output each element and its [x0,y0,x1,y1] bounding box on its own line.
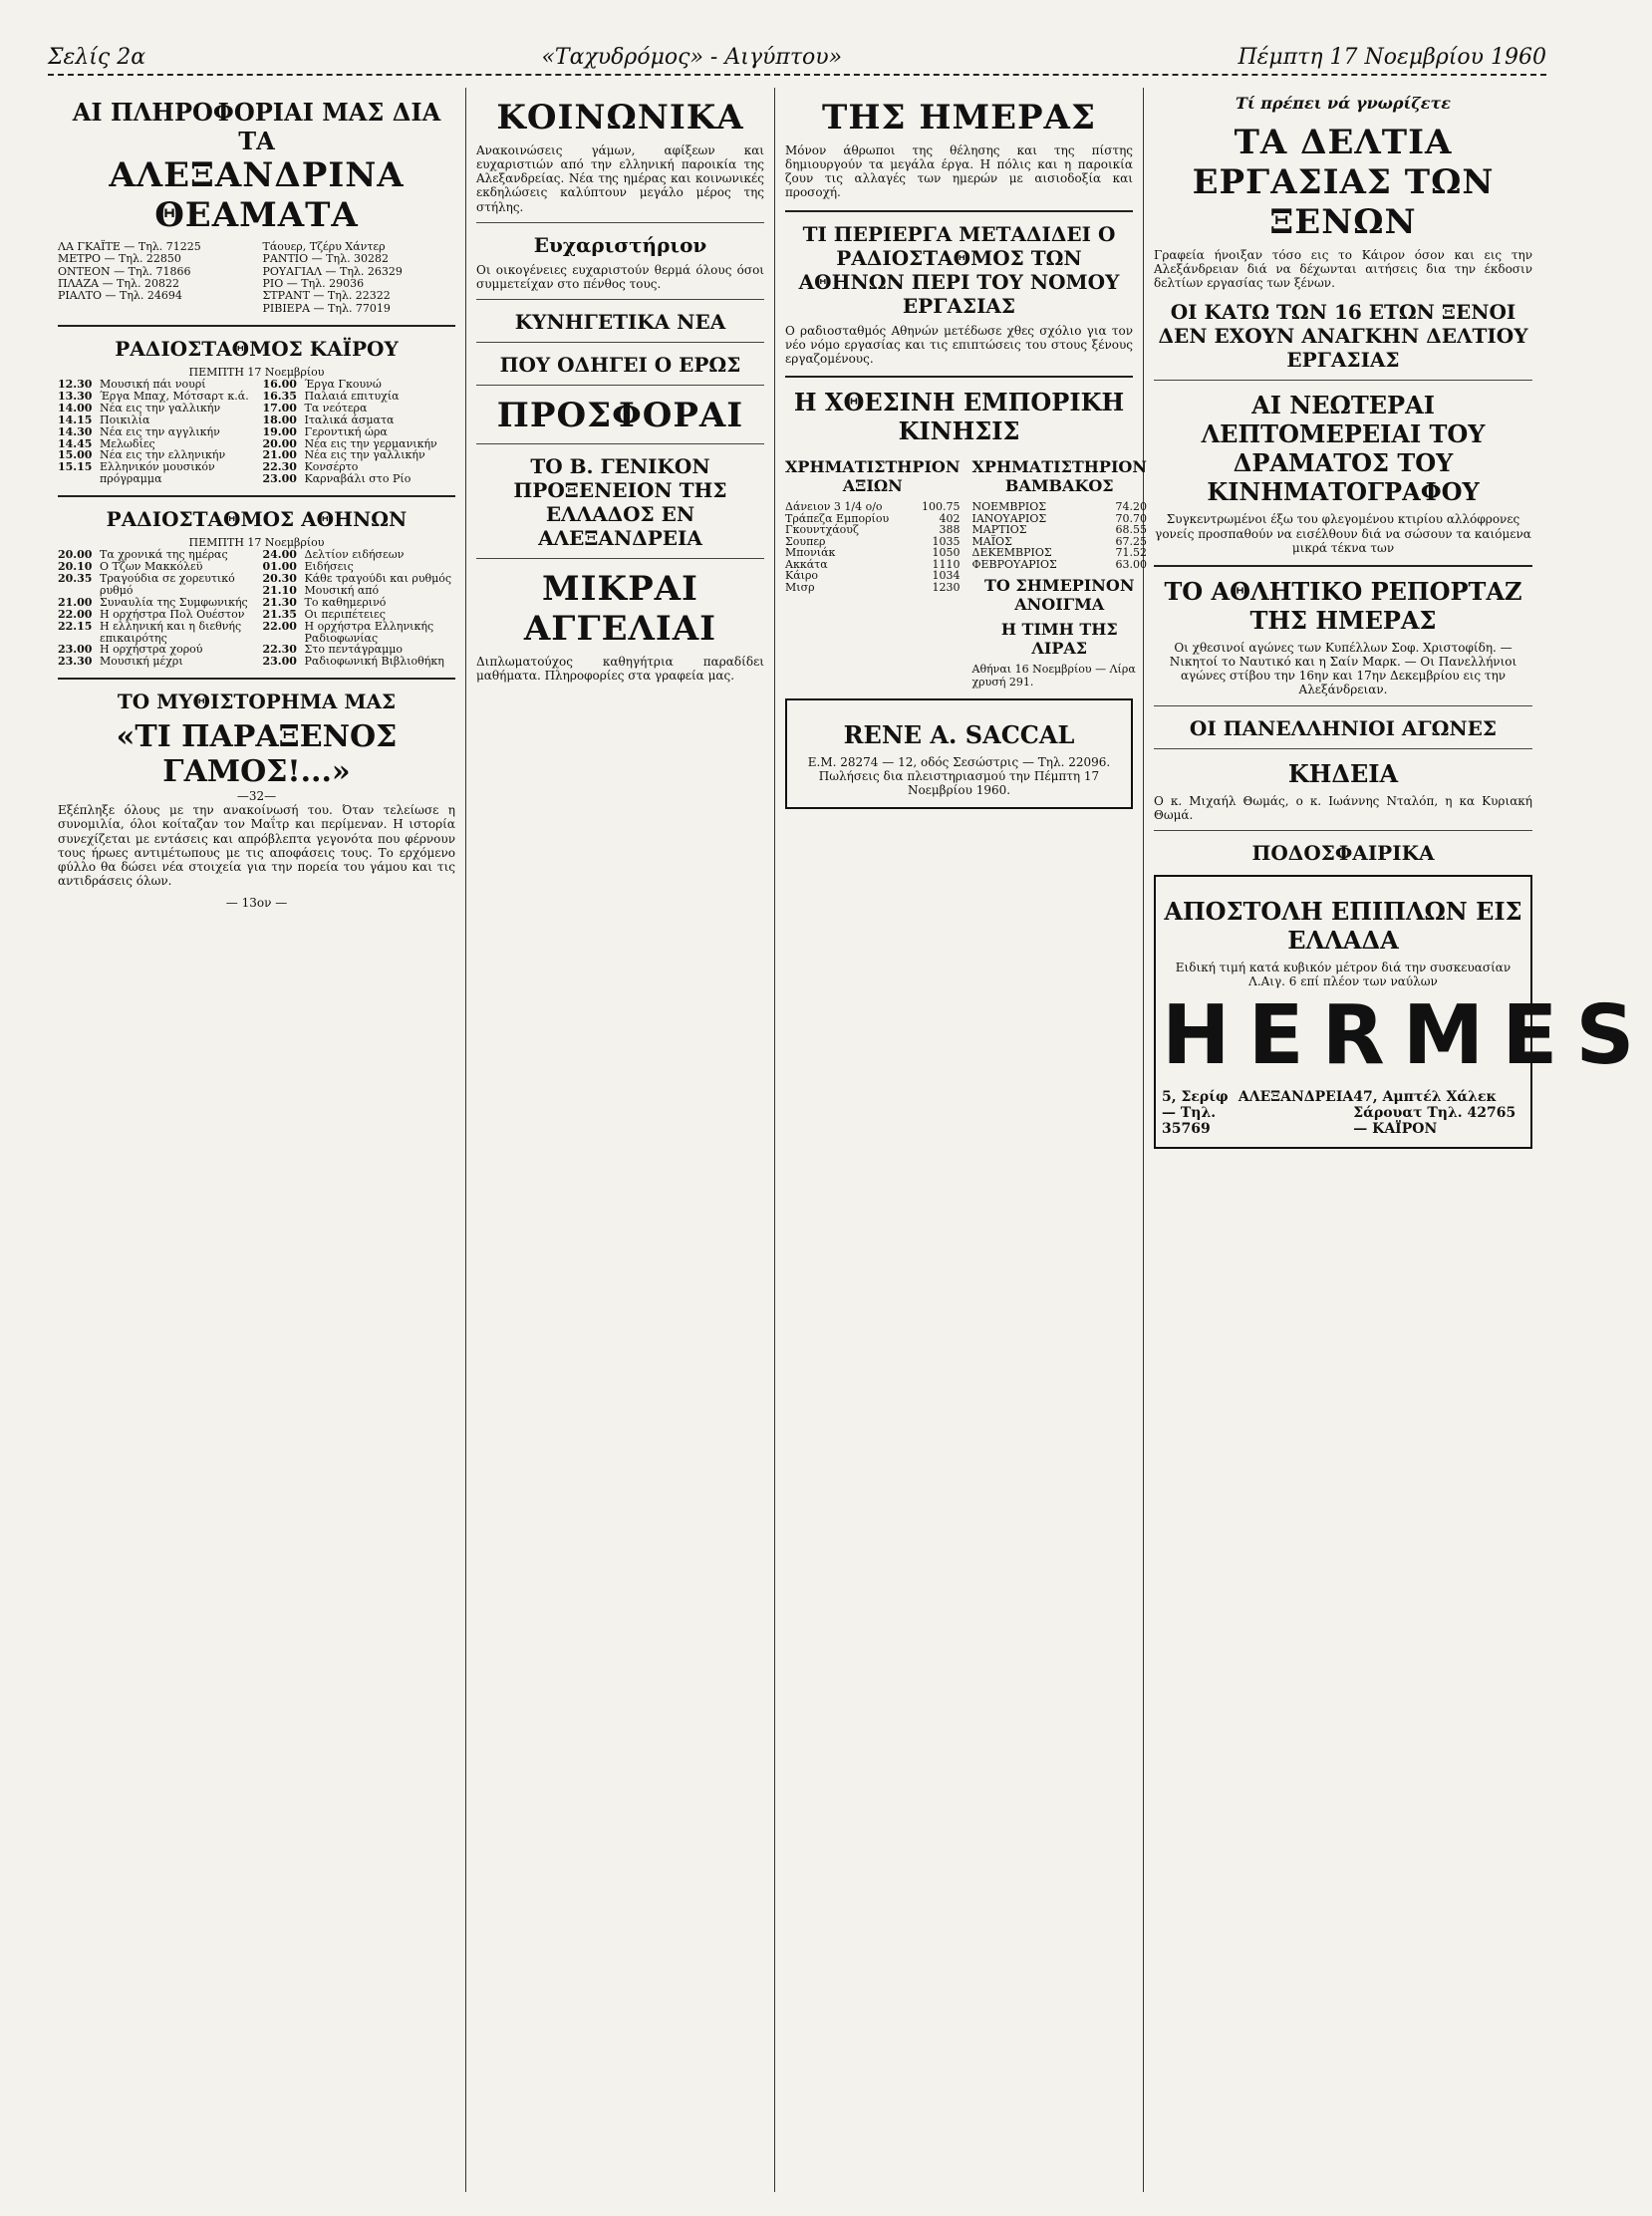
workers-text: Γραφεία ήνοιξαν τόσο εις το Κάιρον όσον και εις την Αλεξάνδρειαν διά να δέχωνται αιτήσεις δια την έκδοσιν δελτίων εργασίας των ξένων. [1154,248,1532,291]
radio-cairo-row-5: 14.30 Νέα εις την αγγλικήν [58,424,220,438]
radio-athens-row-14: 21.35 Οι περιπέτειες [262,607,386,621]
table-row: Τράπεζα Εμπορίου 402 [785,511,961,525]
story-issue: —32— [236,789,277,804]
radio-athens-row-16: 22.30 Στο πεντάγραμμο [262,643,404,657]
column-day [775,88,1147,2192]
radio-athens-row-9: 24.00 Δελτίον ειδήσεων [262,548,405,562]
cinema-subheading: Συγκεντρωμένοι έξω του φλεγομένου κτιρίου αλλόφρονες γονείς προσπαθούν να εισέλθουν διά να σώσουν τα καιόμενα μικρά τέκνα των [1155,512,1531,555]
column-entertainment [48,88,466,2192]
cinema-7: ΡΑΝΤΙΟ — Τηλ. 30282 [262,252,390,266]
cinema-9: ΡΙΟ — Τηλ. 29036 [262,276,365,290]
day-text: Μόνον άθρωποι της θέλησης και της πίστης δημιουργούν τα μεγάλα έργα. Η πόλις και η παροικία ζουν τις αλλαγές των ημερών με αισιοδοξία και προσοχή. [785,143,1133,200]
cinema-5: ΡΙΑΛΤΟ — Τηλ. 24694 [58,289,182,303]
radio-cairo-row-9: 16.00 Έργα Γκουνώ [262,378,382,392]
cinema-4: ΠΛΑΖΑ — Τηλ. 20822 [58,276,179,290]
radio-athens-row-4: 21.00 Συναυλία της Συμφωνικής [58,595,248,609]
radio-cairo-row-3: 14.00 Νέα εις την γαλλικήν [58,401,221,415]
radio-athens-row-13: 21.30 Το καθημερινό [262,595,387,609]
football-heading: ΠΟΔΟΣΦΑΙΡΙΚΑ [1251,840,1435,865]
offers-heading: ΠΡΟΣΦΟΡΑΙ [496,396,744,436]
hermes-address-left: 5, Σερίφ — Τηλ. 35769 [1162,1089,1229,1138]
hunting-heading: ΚΥΝΗΓΕΤΙΚΑ ΝΕΑ [514,310,726,335]
hermes-city: ΑΛΕΞΑΝΔΡΕΙΑ [1238,1089,1354,1106]
under16-heading: ΟΙ ΚΑΤΩ ΤΩΝ 16 ΕΤΩΝ ΞΕΝΟΙ ΔΕΝ ΕΧΟΥΝ ΑΝΑΓΚΗΝ ΔΕΛΤΙΟΥ ΕΡΓΑΣΙΑΣ [1158,300,1528,373]
thanks-text: Οι οικογένειες ευχαριστούν θερμά όλους όσοι συμμετείχαν στο πένθος τους. [476,262,764,291]
radio-cairo-row-8: 15.15 Ελληνικόν μουσικόν πρόγραμμα [58,460,215,486]
pound-heading: Η ΤΙΜΗ ΤΗΣ ΛΙΡΑΣ [1000,620,1118,659]
cinema-11: ΡΙΒΙΕΡΑ — Τηλ. 77019 [262,301,391,315]
table-row: ΔΕΚΕΜΒΡΙΟΣ 71.52 [971,546,1147,560]
know-heading: Τί πρέπει νά γνωρίζετε [1235,94,1451,113]
radio-athens-row-8: 23.30 Μουσική μέχρι [58,655,183,669]
story-end: — 13ον — [225,896,288,911]
radio-athens-row-6: 22.15 Η ελληνική και η διεθνής επικαιρότης [58,619,242,645]
radio-athens-row-10: 01.00 Ειδήσεις [262,560,354,574]
radio-cairo-row-14: 20.00 Νέα εις την γερμανικήν [262,436,437,450]
table-row: ΝΟΕΜΒΡΙΟΣ 74.20 [971,500,1147,514]
newspaper-page [48,88,1652,2192]
table-row: ΜΑΡΤΙΟΣ 68.55 [971,523,1147,537]
saccal-text: Ε.Μ. 28274 — 12, οδός Σεσώστρις — Τηλ. 22096. Πωλήσεις δια πλειστηριασμού την Πέμπτη 17 Νοεμβρίου 1960. [807,755,1111,798]
thanks-heading: Ευχαριστήριον [533,232,707,257]
social-text: Ανακοινώσεις γάμων, αφίξεων και ευχαριστιών από την ελληνική παροικία της Αλεξανδρείας. Νέα της ημέρας και κοινωνικές εκδηλώσεις καλύπτουν μεγάλο μέρος της στήλης. [476,143,764,214]
radio-cairo-row-4: 14.15 Ποικιλία [58,413,150,426]
cotton-table [972,501,1148,570]
saccal-ad [785,698,1133,809]
radio-athens-special-text: Ο ραδιοσταθμός Αθηνών μετέδωσε χθες σχόλιο για τον νέο νόμο εργασίας και τις επιπτώσεις του στους ξένους εργαζομένους. [785,323,1133,366]
small-ads-text: Διπλωματούχος καθηγήτρια παραδίδει μαθήματα. Πληροφορίες στα γραφεία μας. [476,655,764,684]
story-title: «ΤΙ ΠΑΡΑΞΕΝΟΣ ΓΑΜΟΣ!...» [116,719,398,790]
pound-text: Αθήναι 16 Νοεμβρίου — Λίρα χρυσή 291. [971,663,1136,689]
page-number: Σελίς 2α [48,44,146,70]
consulate-heading: ΤΟ Β. ΓΕΝΙΚΟΝ ΠΡΟΞΕΝΕΙΟΝ ΤΗΣ ΕΛΛΑΔΟΣ ΕΝ ΑΛΕΞΑΝΔΡΕΙΑ [513,454,727,551]
table-row: Μισρ 1230 [785,580,961,594]
story-text: Εξέπληξε όλους με την ανακοίνωσή του. Όταν τελείωσε η συνομιλία, όλοι κοίταζαν τον Μαΐτρ και περίμεναν. Η ιστορία συνεχίζεται με εντάσεις και απρόβλεπτα γεγονότα που φέρνουν τους ήρωες αντιμέτωπους με τις αποφάσεις τους. Το ερχόμενο φύλλο θα δώσει νέα στοιχεία για την πορεία του γάμου και τις αντιδράσεις όλων. [58,803,455,889]
issue-date: Πέμπτη 17 Νοεμβρίου 1960 [1238,44,1546,70]
radio-cairo-row-15: 21.00 Νέα εις την γαλλικήν [262,448,425,462]
table-row: Ακκάτα 1110 [785,557,961,571]
social-heading: ΚΟΙΝΩΝΙΚΑ [496,98,744,138]
shipping-text: Ειδική τιμή κατά κυβικόν μέτρον διά την συσκευασίαν Λ.Αιγ. 6 επί πλέον των ναύλων [1175,960,1512,989]
column-social [466,88,775,2192]
funeral-heading: ΚΗΔΕΙΑ [1287,758,1399,788]
panhellenic-heading: ΟΙ ΠΑΝΕΛΛΗΝΙΟΙ ΑΓΩΝΕΣ [1189,715,1498,740]
table-row: Γκουντχάουζ 388 [785,523,961,537]
cinema-10: ΣΤΡΑΝΤ — Τηλ. 22322 [262,289,391,303]
workers-heading: ΤΑ ΔΕΛΤΙΑ ΕΡΓΑΣΙΑΣ ΤΩΝ ΞΕΝΩΝ [1192,123,1495,242]
commerce-heading: Η ΧΘΕΣΙΝΗ ΕΜΠΟΡΙΚΗ ΚΙΝΗΣΙΣ [793,388,1125,446]
hermes-address-right: 47, Αμπτέλ Χάλεκ Σάρουατ Τηλ. 42765 — ΚΑΪΡΟΝ [1353,1089,1516,1138]
table-row: Κάιρο 1034 [785,569,961,583]
table-row: ΦΕΒΡΟΥΑΡΙΟΣ 63.00 [971,557,1147,571]
day-heading: ΤΗΣ ΗΜΕΡΑΣ [822,98,1096,138]
table-row: Σουπερ 1035 [785,534,961,548]
hermes-brand: HERMES [1162,988,1652,1084]
radio-cairo-row-17: 23.00 Καρναβάλι στο Ρίο [262,472,412,486]
table-row: Μπονιάκ 1050 [785,546,961,560]
hermes-ad [1154,875,1652,1149]
cinema-3: ΟΝΤΕΟΝ — Τηλ. 71866 [58,264,191,278]
radio-athens-row-11: 20.30 Κάθε τραγούδι και ρυθμός [262,572,452,586]
radio-athens-heading: ΡΑΔΙΟΣΤΑΘΜΟΣ ΑΘΗΝΩΝ [106,507,408,532]
table-row: ΜΑΪΟΣ 67.25 [971,534,1147,548]
shipping-heading: ΑΠΟΣΤΟΛΗ ΕΠΙΠΛΩΝ ΕΙΣ ΕΛΛΑΔΑ [1164,896,1522,955]
radio-athens-row-1: 20.00 Τα χρονικά της ημέρας [58,548,228,562]
sports-subheading: Οι χθεσινοί αγώνες των Κυπέλλων Σοφ. Χριστοφίδη. — Νικητοί το Ναυτικό και η Σαίν Μαρκ. — Οι Πανελλήνιοι αγώνες στίβου την 16ην και 17ην Δεκεμβρίου εις την Αλεξάνδρειαν. [1169,640,1517,697]
radio-athens-row-2: 20.10 Ο Τζων Μακκόλεϋ [58,560,203,574]
funeral-text: Ο κ. Μιχαήλ Θωμάς, ο κ. Ιωάννης Νταλόπ, η κα Κυριακή Θωμά. [1154,793,1532,822]
radio-cairo-row-16: 22.30 Κονσέρτο [262,460,359,474]
radio-athens-row-5: 22.00 Η ορχήστρα Πολ Ουέστον [58,607,245,621]
radio-athens-row-15: 22.00 Η ορχήστρα Ελληνικής Ραδιοφωνίας [262,619,434,645]
entertainment-banner: ΑΙ ΠΛΗΡΟΦΟΡΙΑΙ ΜΑΣ ΔΙΑ ΤΑ ΑΛΕΞΑΝΔΡΙΝΑ ΘΕΑΜΑΤΑ [72,98,441,235]
small-ads-heading: ΜΙΚΡΑΙ ΑΓΓΕΛΙΑΙ [523,569,717,650]
stocks-heading: ΧΡΗΜΑΤΙΣΤΗΡΙΟΝ ΑΞΙΩΝ [785,457,961,496]
cotton-heading: ΧΡΗΜΑΤΙΣΤΗΡΙΟΝ ΒΑΜΒΑΚΟΣ [971,457,1147,496]
radio-cairo-row-12: 18.00 Ιταλικά άσματα [262,413,395,426]
radio-cairo-row-13: 19.00 Γεροντική ώρα [262,424,388,438]
cinema-6: Τάουερ, Τζέρυ Χάντερ [262,240,386,253]
table-row: ΙΑΝΟΥΑΡΙΟΣ 70.70 [971,511,1147,525]
cinema-2: ΜΕΤΡΟ — Τηλ. 22850 [58,252,181,266]
sports-heading: ΤΟ ΑΘΛΗΤΙΚΟ ΡΕΠΟΡΤΑΖ ΤΗΣ ΗΜΕΡΑΣ [1164,576,1522,635]
radio-athens-row-3: 20.35 Τραγούδια σε χορευτικό ρυθμό [58,572,235,597]
radio-cairo-row-10: 16.35 Παλαιά επιτυχία [262,390,400,404]
column-news [1144,88,1652,2192]
header [48,40,1546,76]
love-heading: ΠΟΥ ΟΔΗΓΕΙ Ο ΕΡΩΣ [499,353,741,378]
radio-cairo-row-1: 12.30 Μουσική πάι νουρί [58,378,206,392]
radio-date: ΠΕΜΠΤΗ 17 Νοεμβρίου [188,365,325,379]
radio-cairo-row-6: 14.45 Μελωδίες [58,436,155,450]
cinema-heading: ΑΙ ΝΕΩΤΕΡΑΙ ΛΕΠΤΟΜΕΡΕΙΑΙ ΤΟΥ ΔΡΑΜΑΤΟΣ ΤΟΥ ΚΙΝΗΜΑΤΟΓΡΑΦΟΥ [1201,391,1486,507]
cinema-8: ΡΟΥΑΓΙΑΛ — Τηλ. 26329 [262,264,403,278]
radio-athens-row-17: 23.00 Ραδιοφωνική Βιβλιοθήκη [262,655,444,669]
radio-cairo-heading: ΡΑΔΙΟΣΤΑΘΜΟΣ ΚΑΪΡΟΥ [115,336,399,361]
table-row: Δάνειον 3 1/4 ο/ο 100.75 [785,500,961,514]
radio-athens-special-heading: ΤΙ ΠΕΡΙΕΡΓΑ ΜΕΤΑΔΙΔΕΙ Ο ΡΑΔΙΟΣΤΑΘΜΟΣ ΤΩΝ ΑΘΗΝΩΝ ΠΕΡΙ ΤΟΥ ΝΟΜΟΥ ΕΡΓΑΣΙΑΣ [798,221,1120,318]
opening-heading: ΤΟ ΣΗΜΕΡΙΝΟΝ ΑΝΟΙΓΜΑ [984,576,1135,615]
cinema-1: ΛΑ ΓΚΑΪΤΕ — Τηλ. 71225 [58,240,201,253]
newspaper-title: «Ταχυδρόμος» - Αιγύπτου» [541,44,843,70]
stocks-table [785,501,961,593]
radio-athens-row-7: 23.00 Η ορχήστρα χορού [58,643,203,657]
cinema-listing [58,241,455,315]
saccal-name: RENE A. SACCAL [843,720,1075,749]
radio-cairo-row-2: 13.30 Έργα Μπαχ, Μότσαρτ κ.ά. [58,390,249,404]
radio-cairo-row-7: 15.00 Νέα εις την ελληνικήν [58,448,226,462]
radio-athens-row-12: 21.10 Μουσική από [262,584,380,597]
radio-athens-date: ΠΕΜΠΤΗ 17 Νοεμβρίου [188,536,325,550]
radio-cairo-row-11: 17.00 Τα νεότερα [262,401,368,415]
story-header: ΤΟ ΜΥΘΙΣΤΟΡΗΜΑ ΜΑΣ [117,690,397,714]
